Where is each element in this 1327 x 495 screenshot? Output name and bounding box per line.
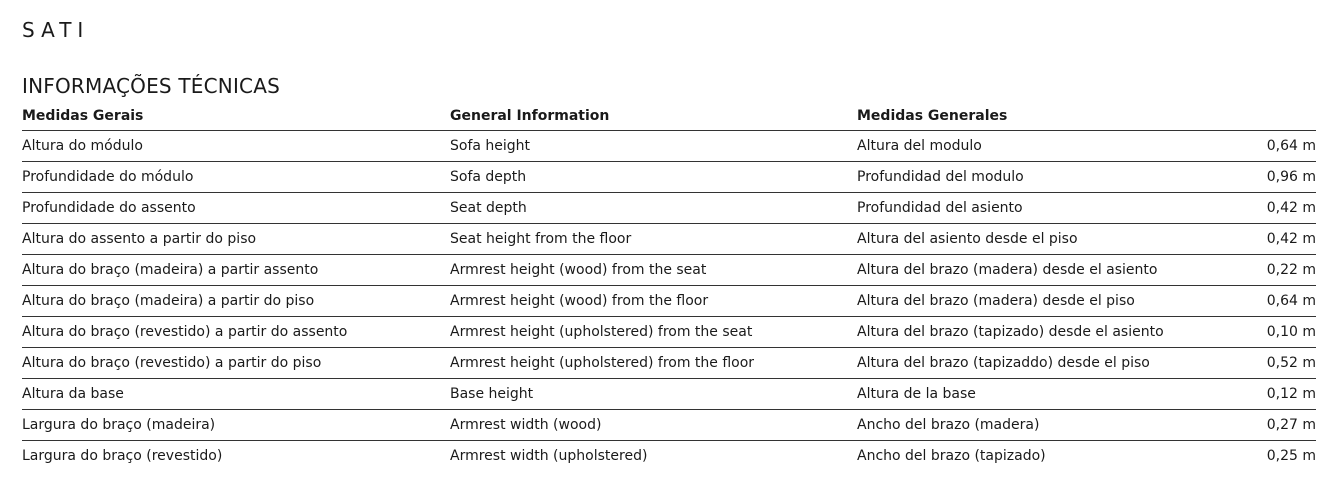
cell-es: Altura del brazo (tapizaddo) desde el piso bbox=[857, 348, 1207, 379]
cell-en: Seat height from the floor bbox=[450, 224, 857, 255]
cell-value: 0,42 m bbox=[1207, 193, 1316, 224]
cell-value: 0,96 m bbox=[1207, 162, 1316, 193]
cell-pt: Altura do módulo bbox=[22, 131, 450, 162]
cell-value: 0,12 m bbox=[1207, 379, 1316, 410]
table-row bbox=[22, 317, 1316, 348]
table-row bbox=[22, 193, 1316, 224]
cell-en: Armrest height (upholstered) from the seat bbox=[450, 317, 857, 348]
cell-es: Ancho del brazo (madera) bbox=[857, 410, 1207, 441]
cell-en: Sofa depth bbox=[450, 162, 857, 193]
header-es: Medidas Generales bbox=[857, 101, 1207, 131]
cell-value: 0,42 m bbox=[1207, 224, 1316, 255]
section-title: INFORMAÇÕES TÉCNICAS bbox=[22, 74, 281, 98]
cell-value: 0,10 m bbox=[1207, 317, 1316, 348]
cell-en: Seat depth bbox=[450, 193, 857, 224]
table-body bbox=[22, 131, 1316, 472]
table-header-row bbox=[22, 101, 1316, 131]
cell-pt: Profundidade do assento bbox=[22, 193, 450, 224]
cell-es: Altura del brazo (madera) desde el piso bbox=[857, 286, 1207, 317]
table-row bbox=[22, 131, 1316, 162]
header-pt: Medidas Gerais bbox=[22, 101, 450, 131]
cell-en: Armrest height (upholstered) from the floor bbox=[450, 348, 857, 379]
table-row bbox=[22, 162, 1316, 193]
cell-value: 0,64 m bbox=[1207, 286, 1316, 317]
cell-pt: Altura do braço (madeira) a partir assento bbox=[22, 255, 450, 286]
header-en: General Information bbox=[450, 101, 857, 131]
cell-pt: Altura do braço (revestido) a partir do piso bbox=[22, 348, 450, 379]
cell-pt: Altura do assento a partir do piso bbox=[22, 224, 450, 255]
cell-es: Altura del asiento desde el piso bbox=[857, 224, 1207, 255]
cell-es: Altura del brazo (tapizado) desde el asiento bbox=[857, 317, 1207, 348]
cell-value: 0,52 m bbox=[1207, 348, 1316, 379]
cell-pt: Profundidade do módulo bbox=[22, 162, 450, 193]
cell-es: Profundidad del asiento bbox=[857, 193, 1207, 224]
cell-es: Altura de la base bbox=[857, 379, 1207, 410]
cell-pt: Largura do braço (revestido) bbox=[22, 448, 223, 464]
table-row bbox=[22, 348, 1316, 379]
cell-en: Armrest height (wood) from the seat bbox=[450, 255, 857, 286]
cell-pt: Altura do braço (revestido) a partir do assento bbox=[22, 317, 450, 348]
cell-es: Ancho del brazo (tapizado) bbox=[857, 448, 1046, 464]
cell-es: Profundidad del modulo bbox=[857, 162, 1207, 193]
cell-es: Altura del modulo bbox=[857, 131, 1207, 162]
cell-en: Armrest width (wood) bbox=[450, 410, 857, 441]
table-row bbox=[22, 379, 1316, 410]
cell-pt: Altura do braço (madeira) a partir do piso bbox=[22, 286, 450, 317]
table-row bbox=[22, 410, 1316, 441]
cell-pt: Altura da base bbox=[22, 379, 450, 410]
cell-value: 0,25 m bbox=[1266, 448, 1316, 464]
table-row bbox=[22, 224, 1316, 255]
cell-pt: Largura do braço (madeira) bbox=[22, 410, 450, 441]
cell-en: Armrest width (upholstered) bbox=[450, 448, 648, 464]
cell-en: Base height bbox=[450, 379, 857, 410]
cell-value: 0,27 m bbox=[1207, 410, 1316, 441]
cell-en: Armrest height (wood) from the floor bbox=[450, 286, 857, 317]
table-row bbox=[22, 255, 1316, 286]
table-row bbox=[22, 286, 1316, 317]
cell-en: Sofa height bbox=[450, 131, 857, 162]
spec-table bbox=[22, 101, 1316, 471]
brand-title: SATI bbox=[22, 18, 90, 42]
cell-es: Altura del brazo (madera) desde el asiento bbox=[857, 255, 1207, 286]
table-row bbox=[22, 441, 1316, 472]
header-value bbox=[1207, 101, 1316, 131]
cell-value: 0,64 m bbox=[1207, 131, 1316, 162]
cell-value: 0,22 m bbox=[1207, 255, 1316, 286]
